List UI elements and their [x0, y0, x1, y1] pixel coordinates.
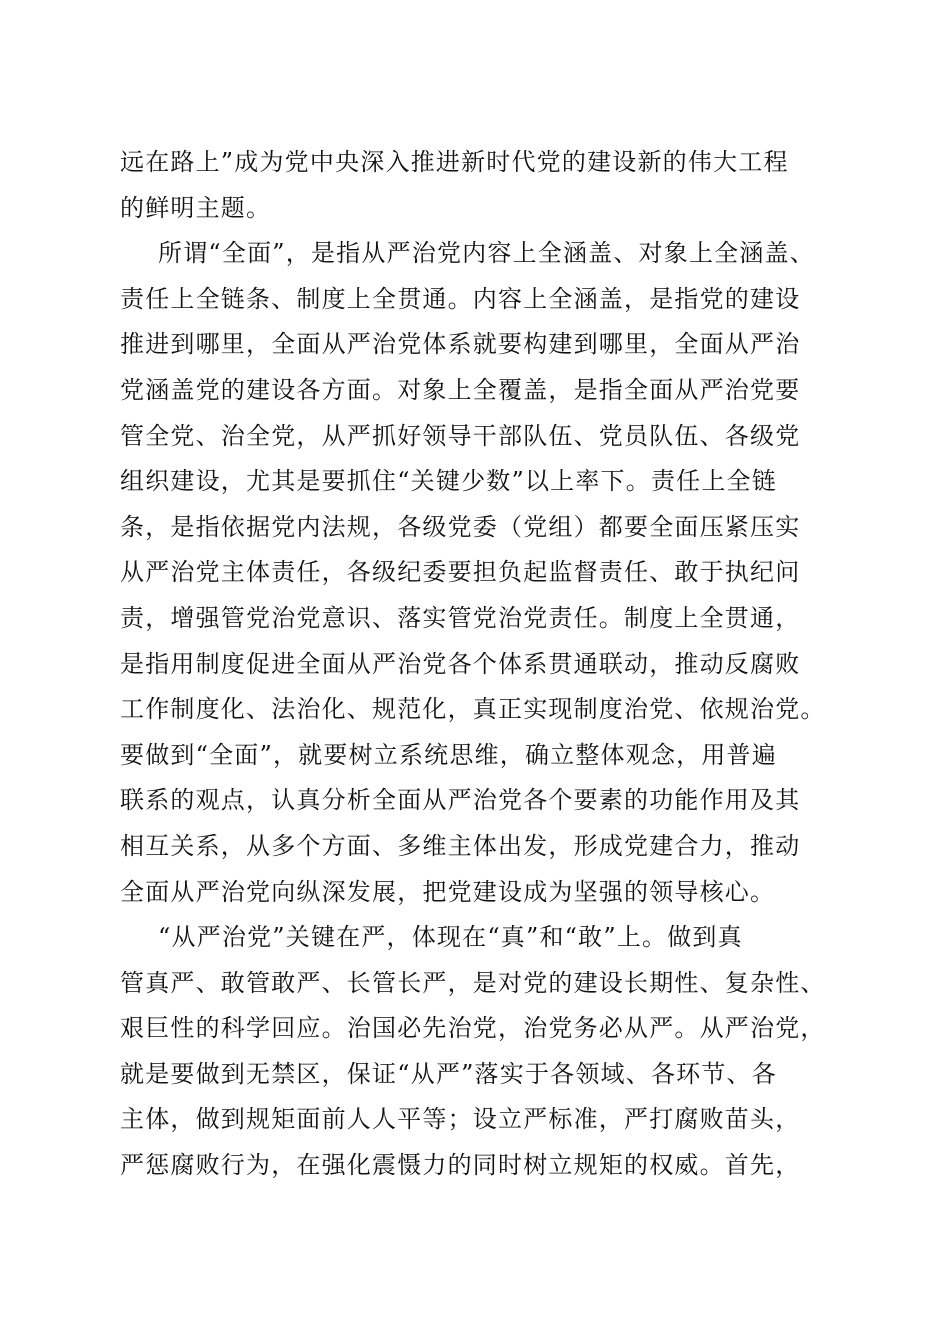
text-line: 联系的观点，认真分析全面从严治党各个要素的功能作用及其 — [120, 786, 801, 815]
text-line: 管全党、治全党，从严抓好领导干部队伍、党员队伍、各级党 — [120, 421, 801, 450]
text-line: 条，是指依据党内法规，各级党委（党组）都要全面压紧压实 — [120, 512, 801, 541]
text-line: 工作制度化、法治化、规范化，真正实现制度治党、依规治党。 — [120, 695, 826, 724]
text-line: 责任上全链条、制度上全贯通。内容上全涵盖，是指党的建设 — [120, 284, 801, 313]
text-line: 管真严、敢管敢严、长管长严，是对党的建设长期性、复杂性、 — [120, 968, 826, 997]
text-line: 组织建设，尤其是要抓住“关键少数”以上率下。责任上全链 — [120, 467, 777, 496]
paragraph-start-line: 所谓“全面”，是指从严治党内容上全涵盖、对象上全涵盖、 — [158, 239, 815, 268]
document-body — [120, 140, 840, 1189]
text-line: 艰巨性的科学回应。治国必先治党，治党务必从严。从严治党， — [120, 1014, 826, 1043]
text-line: 推进到哪里，全面从严治党体系就要构建到哪里，全面从严治 — [120, 330, 801, 359]
text-line: 要做到“全面”，就要树立系统思维，确立整体观念，用普遍 — [120, 740, 777, 769]
text-line: 是指用制度促进全面从严治党各个体系贯通联动，推动反腐败 — [120, 649, 801, 678]
text-line: 相互关系，从多个方面、多维主体出发，形成党建合力，推动 — [120, 831, 801, 860]
text-line: 全面从严治党向纵深发展，把党建设成为坚强的领导核心。 — [120, 877, 776, 906]
text-line: 主体，做到规矩面前人人平等；设立严标准，严打腐败苗头， — [120, 1105, 801, 1134]
text-line: 的鲜明主题。 — [120, 193, 272, 222]
text-line: 从严治党主体责任，各级纪委要担负起监督责任、敢于执纪问 — [120, 558, 801, 587]
paragraph-start-line: “从严治党”关键在严，体现在“真”和“敢”上。做到真 — [158, 923, 743, 952]
text-line: 严惩腐败行为，在强化震慑力的同时树立规矩的权威。首先， — [120, 1151, 801, 1180]
text-line: 就是要做到无禁区，保证“从严”落实于各领域、各环节、各 — [120, 1059, 777, 1088]
text-line: 党涵盖党的建设各方面。对象上全覆盖，是指全面从严治党要 — [120, 375, 801, 404]
text-line: 远在路上”成为党中央深入推进新时代党的建设新的伟大工程 — [120, 148, 789, 176]
text-line: 责，增强管党治党意识、落实管党治党责任。制度上全贯通， — [120, 603, 801, 632]
